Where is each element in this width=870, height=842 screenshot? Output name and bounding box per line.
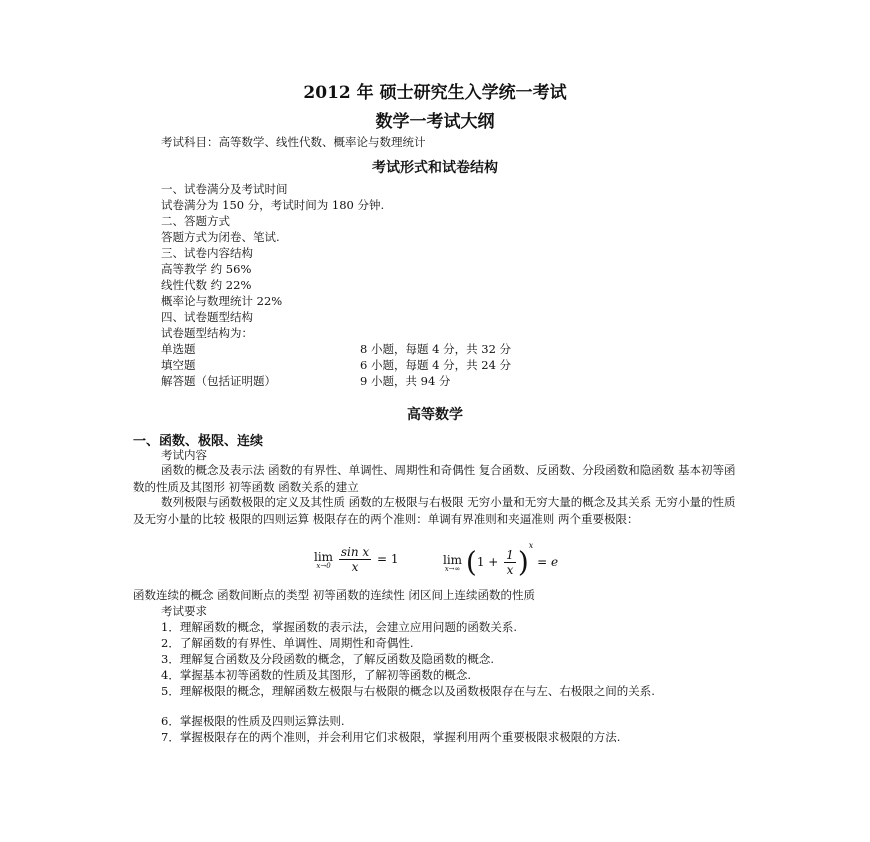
- exam-format-line: 概率论与数理统计 22%: [161, 294, 283, 308]
- exam-format-line: 试卷题型结构为：: [161, 326, 253, 340]
- requirement-item: 6．掌握极限的性质及四则运算法则.: [161, 714, 345, 728]
- exam-format-line: 线性代数 约 22%: [161, 278, 252, 292]
- question-type-name: 单选题: [161, 342, 196, 356]
- question-type-name: 解答题（包括证明题）: [161, 374, 276, 388]
- content-label: 考试内容: [161, 448, 207, 462]
- document-subtitle: 数学一考试大纲: [375, 112, 495, 132]
- formula-one-plus-one-over-x: lim x→∞ (1 + $\frac{1}{x}$ )$^x$ = e: [443, 541, 559, 579]
- content-paragraph: 函数连续的概念 函数间断点的类型 初等函数的连续性 闭区间上连续函数的性质: [133, 588, 535, 602]
- document-title: 2012 年 硕士研究生入学统一考试: [303, 83, 567, 103]
- section-heading-advanced-math: 高等数学: [407, 407, 463, 423]
- exam-format-line: 一、试卷满分及考试时间: [161, 182, 288, 196]
- section-heading-exam-format: 考试形式和试卷结构: [372, 160, 498, 176]
- question-type-name: 填空题: [161, 358, 196, 372]
- exam-subjects: 考试科目：高等数学、线性代数、概率论与数理统计: [161, 135, 426, 149]
- formula-sinx-over-x: lim x→0 $\frac{\text{sin x}}{x}$ = 1: [314, 545, 399, 574]
- exam-format-line: 答题方式为闭卷、笔试.: [161, 230, 280, 244]
- content-paragraph: 数列极限与函数极限的定义及其性质 函数的左极限与右极限 无穷小量和无穷大量的概念及其关系 无穷小量的性质及无穷小量的比较 极限的四则运算 极限存在的两个准则：单调有界准则和夹逼准则 两个重要极限：: [133, 495, 736, 526]
- exam-format-line: 三、试卷内容结构: [161, 246, 253, 260]
- exam-format-line: 四、试卷题型结构: [161, 310, 253, 324]
- exam-format-line: 试卷满分为 150 分，考试时间为 180 分钟.: [161, 198, 385, 212]
- question-type-detail: 6 小题，每题 4 分，共 24 分: [360, 358, 512, 372]
- requirement-item: 1．理解函数的概念，掌握函数的表示法，会建立应用问题的函数关系.: [161, 620, 517, 634]
- requirement-item: 5．理解极限的概念，理解函数左极限与右极限的概念以及函数极限存在与左、右极限之间的关系.: [161, 684, 655, 698]
- question-type-detail: 8 小题，每题 4 分，共 32 分: [360, 342, 512, 356]
- chapter-heading: 一、函数、极限、连续: [133, 434, 264, 449]
- requirement-item: 7．掌握极限存在的两个准则，并会利用它们求极限，掌握利用两个重要极限求极限的方法.: [161, 730, 621, 744]
- requirement-item: 3．理解复合函数及分段函数的概念，了解反函数及隐函数的概念.: [161, 652, 494, 666]
- requirement-item: 4．掌握基本初等函数的性质及其图形，了解初等函数的概念.: [161, 668, 471, 682]
- exam-format-line: 高等教学 约 56%: [161, 262, 252, 276]
- exam-format-line: 二、答题方式: [161, 214, 230, 228]
- question-type-detail: 9 小题，共 94 分: [360, 374, 451, 388]
- content-paragraph: 函数的概念及表示法 函数的有界性、单调性、周期性和奇偶性 复合函数、反函数、分段函数和隐函数 基本初等函数的性质及其图形 初等函数 函数关系的建立: [133, 463, 736, 494]
- requirement-item: 2．了解函数的有界性、单调性、周期性和奇偶性.: [161, 636, 414, 650]
- requirements-label: 考试要求: [161, 604, 207, 618]
